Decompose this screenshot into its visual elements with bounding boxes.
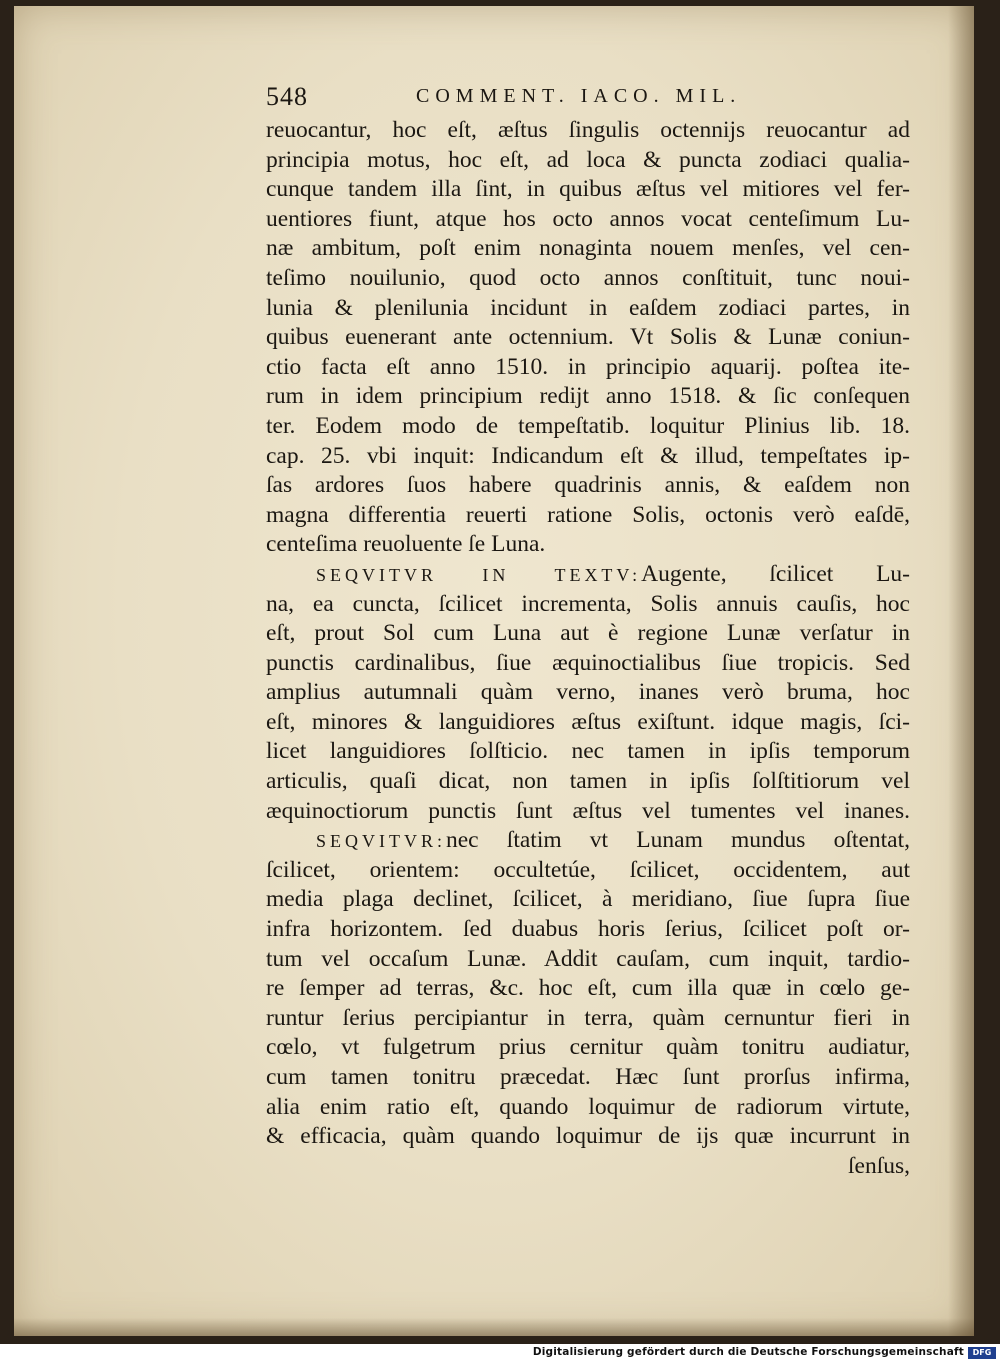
text-line: eſt, minores & languidiores æſtus exiſtunt. idque magis, ſci-: [266, 708, 910, 735]
text-line: amplius autumnali quàm verno, inanes verò bruma, hoc: [266, 679, 910, 706]
text-line: cunque tandem illa ſint, in quibus æſtus vel mitiores vel fer-: [266, 176, 910, 203]
text-line: tum vel occaſum Lunæ. Addit cauſam, cum inquit, tardio-: [266, 945, 910, 972]
body-text: [266, 116, 910, 1181]
paragraph-first-text: Augente, ſcilicet Lu-: [641, 560, 910, 587]
text-line: na, ea cuncta, ſcilicet incrementa, Solis annuis cauſis, hoc: [266, 590, 910, 617]
paragraph-first-line: [266, 826, 910, 856]
text-line: punctis cardinalibus, ſiue æquinoctialibus ſiue tropicis. Sed: [266, 649, 910, 676]
catchword: ſenſus,: [847, 1152, 910, 1179]
text-line: reuocantur, hoc eſt, æſtus ſingulis octennijs reuocantur ad: [266, 117, 910, 143]
page-number: 548: [266, 82, 308, 111]
text-line: articulis, quaſi dicat, non tamen in ipſis ſolſtitiorum vel: [266, 768, 910, 795]
text-line: runtur ſerius percipiantur in terra, quàm cernuntur fieri in: [266, 1004, 910, 1031]
text-line: re ſemper ad terras, &c. hoc eſt, cum illa quæ in cœlo ge-: [266, 975, 910, 1002]
text-line: cap. 25. vbi inquit: Indicandum eſt & illud, tempeſtates ip-: [266, 442, 910, 469]
text-line: cœlo, vt fulgetrum prius cernitur quàm tonitru audiatur,: [266, 1034, 910, 1061]
text-line: licet languidiores ſolſticio. nec tamen in ipſis temporum: [266, 738, 910, 765]
text-line: næ ambitum, poſt enim nonaginta nouem menſes, vel cen-: [266, 235, 910, 262]
page-header: [266, 82, 826, 116]
paragraph-first-text: nec ſtatim vt Lunam mundus oſtentat,: [446, 827, 910, 854]
text-line: media plaga declinet, ſcilicet, à meridiano, ſiue ſupra ſiue: [266, 886, 910, 913]
text-line: ter. Eodem modo de tempeſtatib. loquitur Plinius lib. 18.: [266, 412, 910, 439]
footer-credit: Digitalisierung gefördert durch die Deutsche Forschungsgemeinschaft: [532, 1346, 964, 1358]
text-line: quibus euenerant ante octennium. Vt Solis & Lunæ coniun-: [266, 324, 910, 351]
paragraph-first-line: [266, 560, 910, 590]
text-line: centeſima reuoluente ſe Luna.: [266, 531, 546, 558]
text-line: cum tamen tonitru præcedat. Hæc ſunt prorſus infirma,: [266, 1064, 910, 1090]
text-line: ſas ardores ſuos habere quadrinis annis, & eaſdem non: [266, 472, 910, 499]
text-line: magna differentia reuerti ratione Solis, octonis verò eaſdē,: [266, 501, 910, 528]
text-line: principia motus, hoc eſt, ad loca & puncta zodiaci qualia-: [266, 146, 910, 173]
text-line: & efficacia, quàm quando loquimur de ijs quæ incurrunt in: [266, 1123, 910, 1150]
page-bottom-shadow: [14, 1318, 974, 1336]
page-edge-shadow: [948, 6, 974, 1336]
digitization-footer: [0, 1344, 1000, 1362]
running-head: COMMENT. IACO. MIL.: [416, 85, 742, 107]
dfg-logo-icon: DFG: [968, 1347, 996, 1359]
text-line: lunia & plenilunia incidunt in eaſdem zodiaci partes, in: [266, 294, 910, 321]
text-line: eſt, prout Sol cum Luna aut è regione Lunæ verſatur in: [266, 620, 910, 647]
text-line: æquinoctiorum punctis ſunt æſtus vel tumentes vel inanes.: [266, 797, 910, 824]
paragraph-lead: SEQVITVR:: [316, 831, 446, 852]
text-line: uentiores fiunt, atque hos octo annos vocat centeſimum Lu-: [266, 205, 910, 232]
text-line: ſcilicet, orientem: occultetúe, ſcilicet, occidentem, aut: [266, 856, 910, 883]
text-line: rum in idem principium redijt anno 1518. & ſic conſequen: [266, 383, 910, 410]
text-line: alia enim ratio eſt, quando loquimur de radiorum virtute,: [266, 1093, 910, 1120]
text-line: ctio facta eſt anno 1510. in principio aquarij. poſtea ite-: [266, 353, 910, 380]
text-line: infra horizontem. ſed duabus horis ſerius, ſcilicet poſt or-: [266, 916, 910, 943]
text-line: teſimo nouilunio, quod octo annos conſtituit, tunc noui-: [266, 264, 910, 291]
paragraph-lead: SEQVITVR IN TEXTV:: [316, 564, 642, 585]
